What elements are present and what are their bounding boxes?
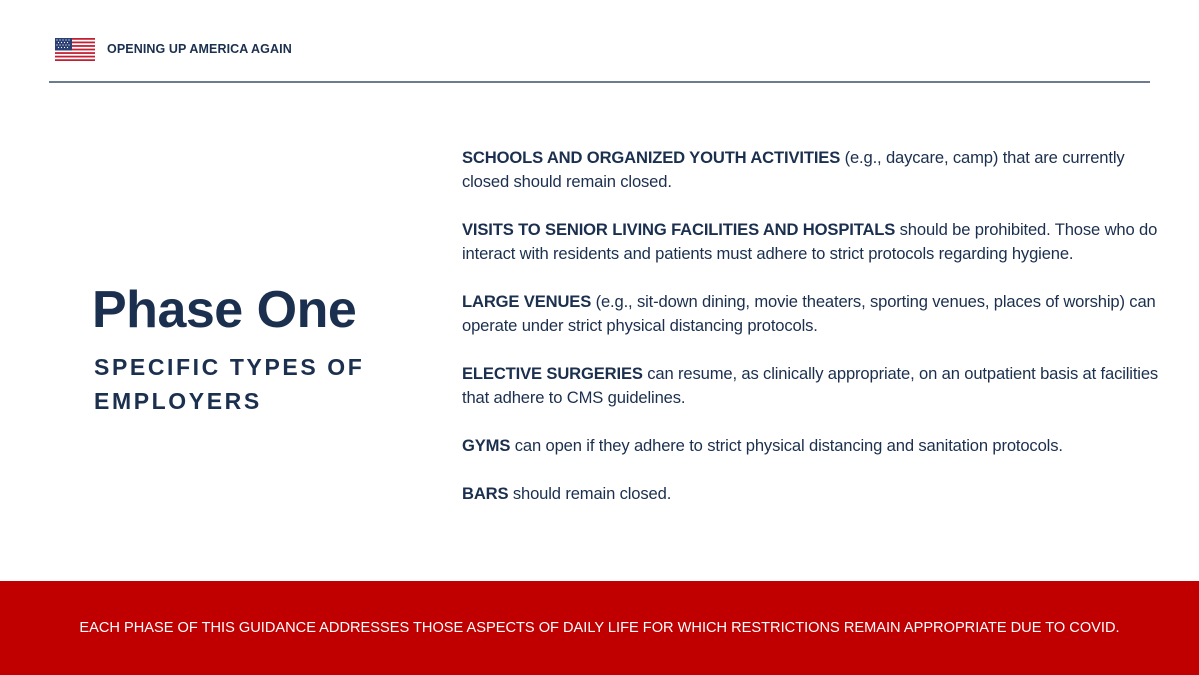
phase-subtitle: SPECIFIC TYPES OF EMPLOYERS: [94, 354, 365, 414]
guidance-item-elective-surgeries: [462, 362, 1167, 410]
guidance-item-heading: LARGE VENUES: [462, 292, 592, 311]
brand-title: OPENING UP AMERICA AGAIN: [107, 42, 292, 56]
header-divider: [49, 81, 1150, 83]
guidance-item-bars: [462, 482, 1167, 506]
footer-banner: [0, 581, 1199, 675]
phase-title: Phase One: [92, 281, 357, 339]
guidance-item-text: (e.g., daycare, camp) that are currently closed should remain closed.: [462, 148, 1125, 191]
guidance-item-text: can resume, as clinically appropriate, on an outpatient basis at facilities that adhere to CMS guidelines.: [462, 364, 1159, 407]
header: [55, 36, 292, 62]
guidance-item-gyms: [462, 434, 1167, 458]
guidance-item-large-venues: [462, 290, 1167, 338]
guidance-item-heading: ELECTIVE SURGERIES: [462, 364, 643, 383]
guidance-item-text: should remain closed.: [508, 484, 672, 503]
guidance-item-heading: BARS: [462, 484, 509, 503]
guidance-item-text: should be prohibited. Those who do interact with residents and patients must adhere to strict protocols regarding hygiene.: [462, 220, 1158, 263]
guidance-list: [462, 146, 1167, 530]
guidance-item-senior-living: [462, 218, 1167, 266]
guidance-item-text: can open if they adhere to strict physical distancing and sanitation protocols.: [510, 436, 1063, 455]
guidance-item-heading: VISITS TO SENIOR LIVING FACILITIES AND HOSPITALS: [462, 220, 896, 239]
guidance-item-heading: GYMS: [462, 436, 511, 455]
us-flag-icon: [55, 38, 95, 61]
guidance-item-text: (e.g., sit-down dining, movie theaters, sporting venues, places of worship) can operate under strict physical distancing protocols.: [462, 292, 1156, 335]
guidance-item-heading: SCHOOLS AND ORGANIZED YOUTH ACTIVITIES: [462, 148, 841, 167]
footer-text: EACH PHASE OF THIS GUIDANCE ADDRESSES THOSE ASPECTS OF DAILY LIFE FOR WHICH RESTRICTIONS REMAIN APPROPRIATE DUE TO COVID.: [79, 620, 1120, 636]
guidance-item-schools: [462, 146, 1167, 194]
